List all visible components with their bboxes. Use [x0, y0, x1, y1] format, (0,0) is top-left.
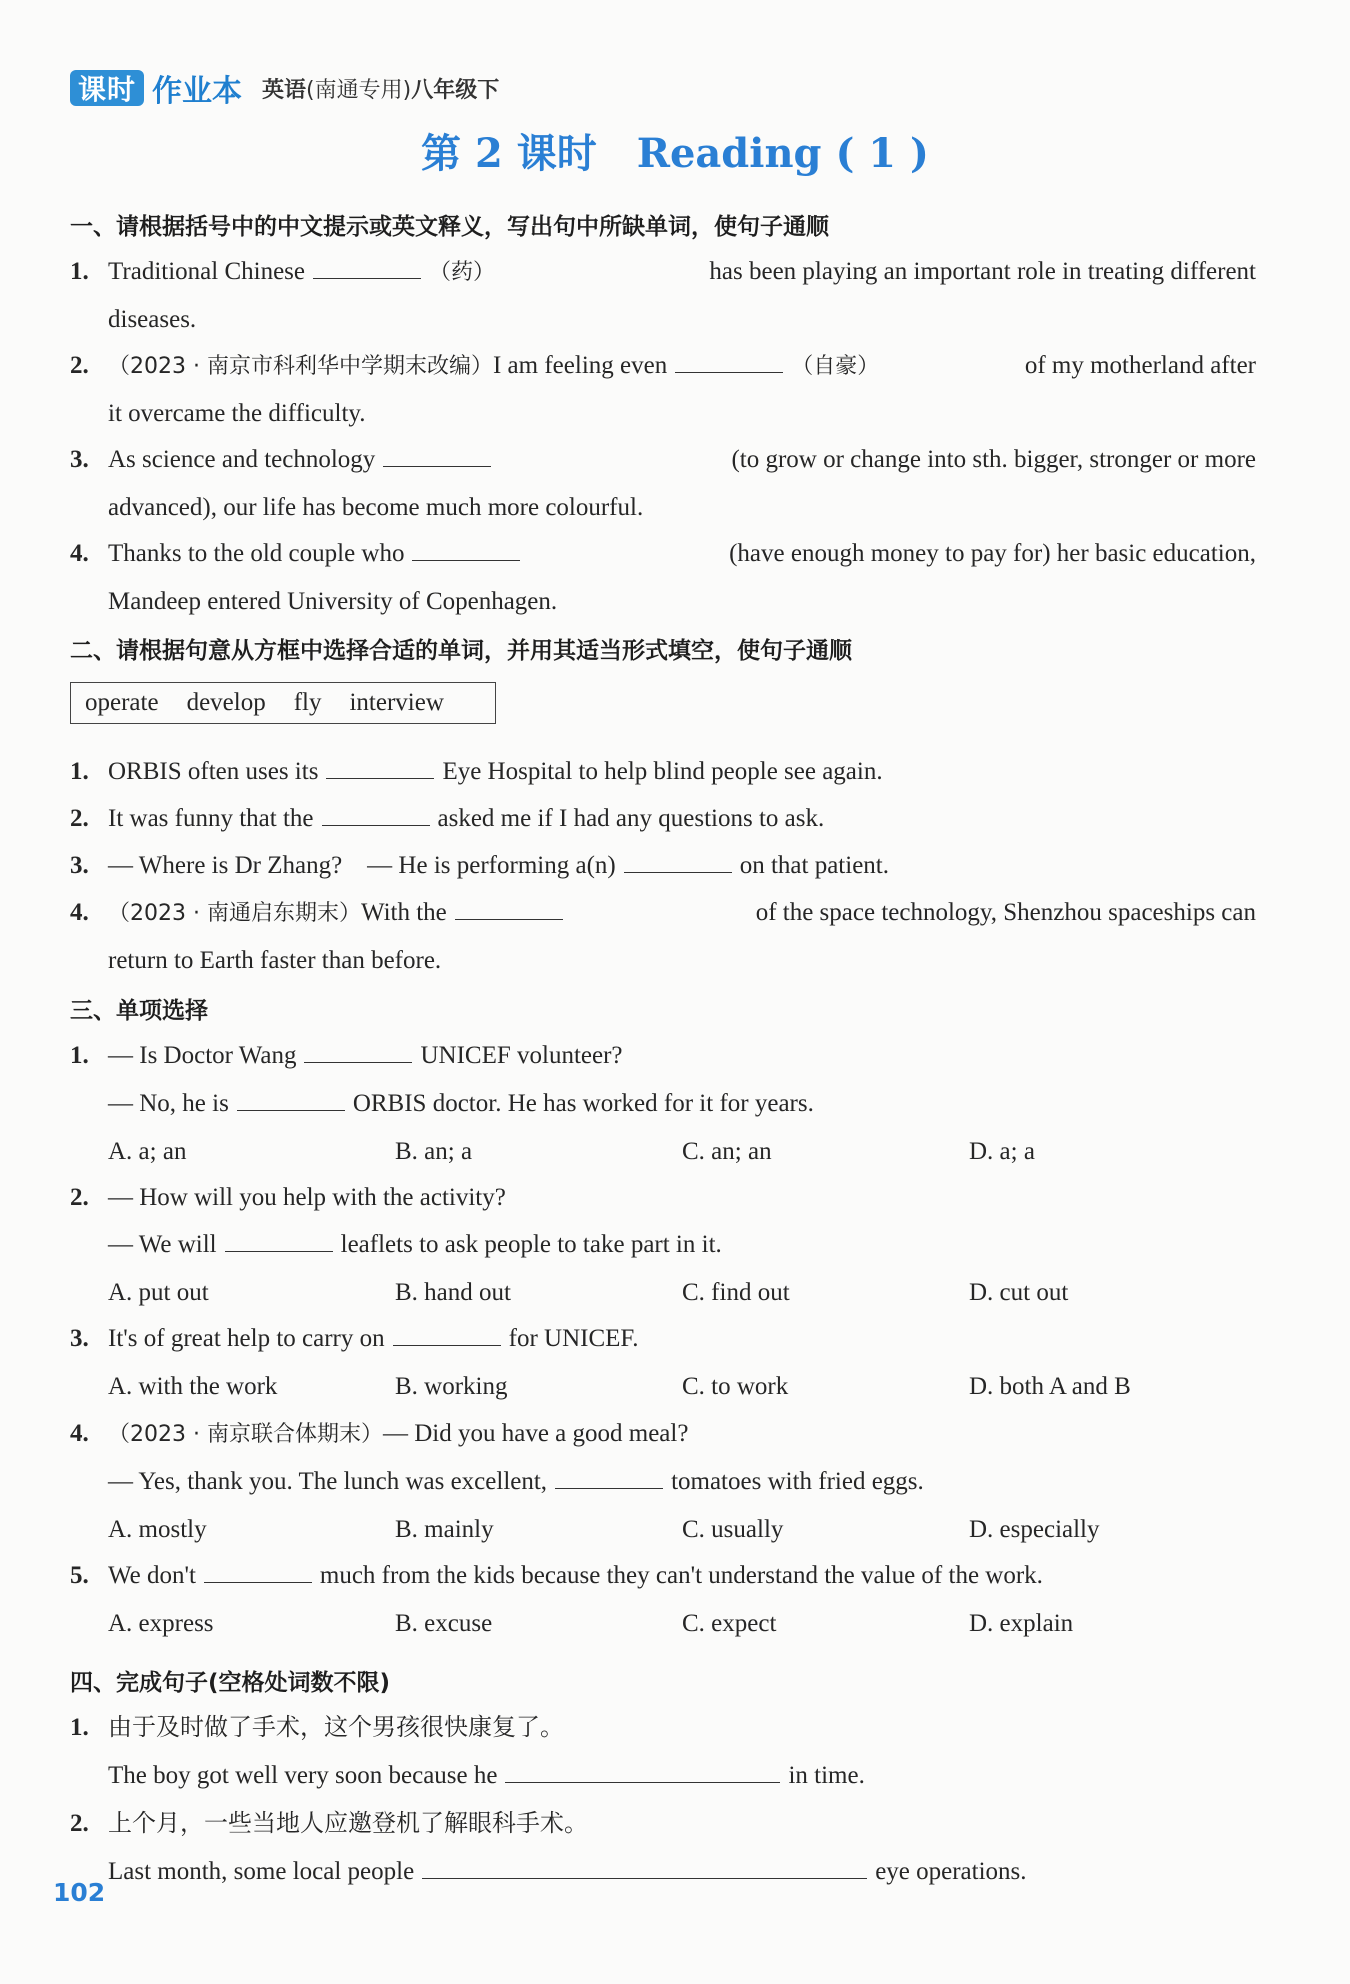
option-d[interactable]: D. especially [969, 1516, 1100, 1543]
answer-blank[interactable] [422, 1854, 867, 1879]
answer-blank[interactable] [555, 1464, 663, 1489]
section-4-heading: 四、完成句子(空格处词数不限) [70, 1670, 391, 1696]
word-bank-item: interview [349, 689, 444, 716]
answer-blank[interactable] [383, 442, 491, 467]
answer-blank[interactable] [455, 895, 563, 920]
s2-q1: 1. ORBIS often uses its Eye Hospital to help blind people see again. [70, 748, 1256, 795]
answer-blank[interactable] [225, 1227, 333, 1252]
s1-q2-cont: it overcame the difficulty. [108, 400, 366, 427]
option-b[interactable]: B. working [395, 1373, 508, 1400]
answer-blank[interactable] [237, 1086, 345, 1111]
s3-q2: 2. — How will you help with the activity? [70, 1184, 506, 1211]
option-d[interactable]: D. both A and B [969, 1373, 1131, 1400]
s3-q2-line2: — We will leaflets to ask people to take part in it. [108, 1221, 722, 1268]
answer-blank[interactable] [412, 536, 520, 561]
option-c[interactable]: C. an; an [682, 1138, 772, 1165]
option-a[interactable]: A. express [108, 1610, 214, 1637]
grade: 八年级下 [411, 77, 500, 103]
s1-q3-cont: advanced), our life has become much more colourful. [108, 494, 644, 521]
s1-q3: 3. As science and technology (to grow or change into sth. bigger, stronger or more [70, 436, 1256, 483]
page-number: 102 [53, 1878, 106, 1907]
option-c[interactable]: C. find out [682, 1279, 790, 1306]
answer-blank[interactable] [326, 754, 434, 779]
s3-q4: 4. （2023 · 南京联合体期末）— Did you have a good meal? [70, 1420, 689, 1447]
answer-blank[interactable] [624, 848, 732, 873]
s3-q5-options [108, 1604, 1258, 1644]
s3-q1: 1. — Is Doctor Wang UNICEF volunteer? [70, 1032, 1256, 1079]
s1-q1: 1. Traditional Chinese （药） has been playing an important role in treating different [70, 248, 1256, 296]
s3-q1-options [108, 1132, 1258, 1172]
s4-q2-line2: Last month, some local people eye operations. [108, 1848, 1027, 1895]
edition: (南通专用) [306, 77, 412, 103]
s3-q5: 5. We don't much from the kids because they can't understand the value of the work. [70, 1552, 1256, 1599]
s3-q3: 3. It's of great help to carry on for UNICEF. [70, 1315, 1256, 1362]
s3-q4-options [108, 1510, 1258, 1550]
answer-blank[interactable] [304, 1038, 412, 1063]
s4-q1: 1. 由于及时做了手术，这个男孩很快康复了。 [70, 1713, 564, 1741]
s2-q2: 2. It was funny that the asked me if I had any questions to ask. [70, 795, 1256, 842]
s1-q4-cont: Mandeep entered University of Copenhagen. [108, 588, 558, 615]
lesson-title: 第 2 课时 Reading ( 1 ) [421, 130, 929, 177]
option-d[interactable]: D. a; a [969, 1138, 1035, 1165]
option-a[interactable]: A. mostly [108, 1516, 207, 1543]
answer-blank[interactable] [204, 1558, 312, 1583]
option-a[interactable]: A. a; an [108, 1138, 187, 1165]
s2-q4: 4. （2023 · 南通启东期末）With the of the space technology, Shenzhou spaceships can [70, 889, 1256, 937]
option-b[interactable]: B. an; a [395, 1138, 473, 1165]
option-c[interactable]: C. expect [682, 1610, 777, 1637]
answer-blank[interactable] [313, 254, 421, 279]
s4-q2: 2. 上个月，一些当地人应邀登机了解眼科手术。 [70, 1809, 588, 1837]
answer-blank[interactable] [505, 1758, 780, 1783]
s2-q4-cont: return to Earth faster than before. [108, 947, 442, 974]
answer-blank[interactable] [393, 1321, 501, 1346]
word-bank-box [70, 682, 496, 724]
brand-logo-badge: 课时 [70, 70, 144, 106]
option-c[interactable]: C. usually [682, 1516, 784, 1543]
section-3-heading: 三、单项选择 [70, 998, 208, 1024]
brand-name: 作业本 [152, 74, 243, 109]
option-d[interactable]: D. explain [969, 1610, 1074, 1637]
section-2-heading: 二、请根据句意从方框中选择合适的单词，并用其适当形式填空，使句子通顺 [70, 638, 852, 664]
word-bank-item: fly [293, 689, 322, 716]
answer-blank[interactable] [322, 801, 430, 826]
word-bank-item: operate [85, 689, 159, 716]
option-b[interactable]: B. hand out [395, 1279, 511, 1306]
s4-q1-line2: The boy got well very soon because he in time. [108, 1752, 865, 1799]
s2-q3: 3. — Where is Dr Zhang? — He is performing a(n) on that patient. [70, 842, 1256, 889]
s3-q1-line2: — No, he is ORBIS doctor. He has worked for it for years. [108, 1080, 814, 1127]
option-a[interactable]: A. put out [108, 1279, 209, 1306]
s3-q3-options [108, 1367, 1258, 1407]
page-header [70, 66, 499, 110]
option-b[interactable]: B. excuse [395, 1610, 493, 1637]
option-b[interactable]: B. mainly [395, 1516, 494, 1543]
s3-q2-options [108, 1273, 1258, 1313]
option-c[interactable]: C. to work [682, 1373, 789, 1400]
answer-blank[interactable] [675, 348, 783, 373]
section-1-heading: 一、请根据括号中的中文提示或英文释义，写出句中所缺单词，使句子通顺 [70, 214, 829, 240]
option-d[interactable]: D. cut out [969, 1279, 1069, 1306]
s1-q2: 2. （2023 · 南京市科利华中学期末改编）I am feeling even （自豪） of my motherland after [70, 342, 1256, 390]
word-bank-item: develop [186, 689, 266, 716]
subject: 英语 [262, 77, 307, 103]
s1-q4: 4. Thanks to the old couple who (have enough money to pay for) her basic education, [70, 530, 1256, 577]
s1-q1-cont: diseases. [108, 306, 197, 333]
option-a[interactable]: A. with the work [108, 1373, 278, 1400]
s3-q4-line2: — Yes, thank you. The lunch was excellent, tomatoes with fried eggs. [108, 1458, 924, 1505]
book-info [262, 73, 499, 104]
